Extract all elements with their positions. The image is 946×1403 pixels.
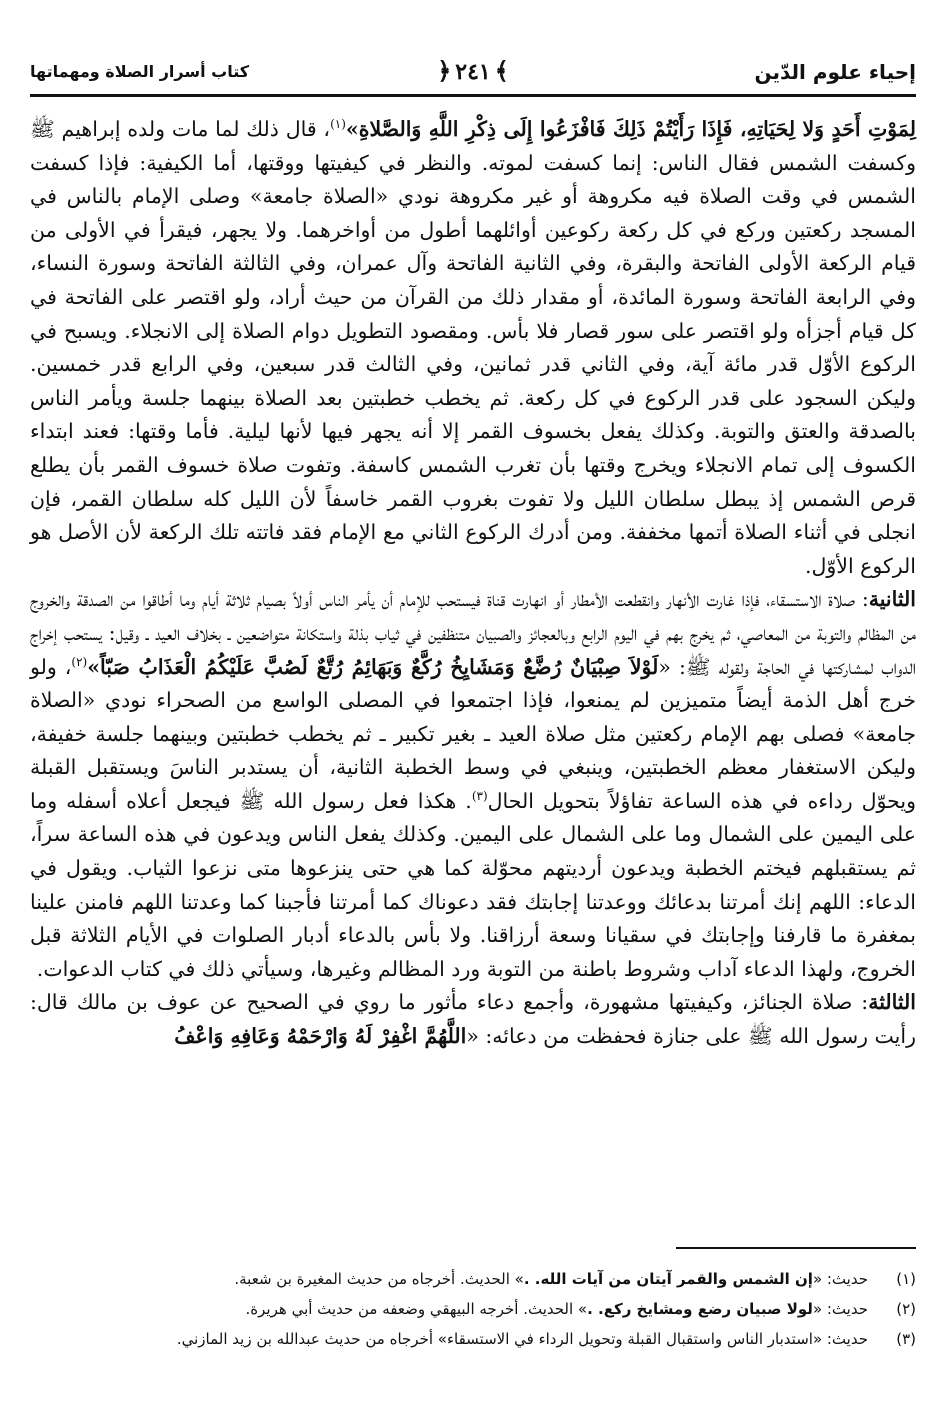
ornament-bracket-left-icon: ﴿: [437, 56, 452, 85]
footnote-prefix: حديث: «: [812, 1300, 868, 1318]
footnote-hadith: لولا صبيان رضع ومشايخ ركع. .: [587, 1300, 813, 1318]
footnote-item: [30, 1324, 916, 1354]
paragraph-text: : صلاة الجنائز، وكيفيتها مشهورة، وأجمع دعاء مأثور ما روي في الصحيح عن عوف بن مالك قال: رأيت رسول الله ﷺ على جنازة فحفظت من دعائه: «: [30, 990, 916, 1049]
hadith-quote: اللَّهُمَّ اغْفِرْ لَهُ وَارْحَمْهُ وَعَافِهِ وَاعْفُ: [174, 1024, 467, 1049]
footnote-source: » الحديث. أخرجاه من حديث المغيرة بن شعبة.: [234, 1270, 524, 1288]
footnote-text: [30, 1324, 868, 1354]
footnote-source: استدبار الناس واستقبال القبلة وتحويل الرداء في الاستسقاء» أخرجاه من حديث عبدالله بن زيد المازني.: [176, 1330, 813, 1348]
footnote-ref: (١): [330, 117, 346, 132]
section-heading: الثانية: [868, 587, 916, 612]
paragraph-text: . هكذا فعل رسول الله ﷺ فيجعل أعلاه أسفله وما على اليمين على الشمال وما على الشمال على اليمين. وكذلك يفعل الناس ويدعون في هذه الساعة سراً، ثم يستقبلهم فيختم الخطبة ويدعون أرديتهم محوّلة كما هي حتى ينزعوها متى نزعوا الثياب. ويقول في الدعاء: اللهم إنك أمرتنا بدعائك ووعدتنا إجابتك فقد دعوناك كما أمرتنا فأجبنا كما وعدتنا اللهم فامنن علينا بمغفرة ما قارفنا وإجابتك في سقيانا وسعة أرزاقنا. ولا بأس بالدعاء أدبار الصلوات في الأيام الثلاثة قبل الخروج، ولهذا الدعاء آداب وشروط باطنة من التوبة ورد المظالم وغيرها، وسيأتي ذلك في كتاب الدعوات.: [30, 788, 916, 981]
footnote-number: (٣): [896, 1330, 916, 1348]
footnote-prefix: حديث: «: [812, 1270, 868, 1288]
footnote-ref: (٢): [71, 654, 88, 669]
main-text: [30, 113, 916, 1054]
footnote-number: (٢): [896, 1300, 916, 1318]
footnote-item: [30, 1294, 916, 1324]
page-number: [433, 56, 513, 85]
footnotes: [30, 1264, 916, 1354]
footnote-hadith: إن الشمس والقمر آيتان من آيات الله. .: [523, 1270, 813, 1288]
footnote-divider: [676, 1247, 916, 1249]
paragraph-rain-prayer: [30, 583, 916, 986]
paragraph-funeral-prayer: [30, 986, 916, 1053]
hadith-quote: لِمَوْتِ أَحَدٍ وَلا لِحَيَاتِهِ، فَإِذَا رَأَيْتُمْ ذَلِكَ فَافْزَعُوا إِلَى ذِكْرِ اللَّهِ وَالصَّلاةِ»: [345, 117, 916, 141]
footnote-prefix: حديث: «: [812, 1330, 868, 1348]
book-title: إحياء علوم الدّين: [754, 60, 916, 84]
footnote-ref: (٣): [471, 789, 488, 804]
footnote-text: [30, 1294, 868, 1324]
paragraph-text: ، ولو خرج أهل الذمة أيضاً متميزين لم يمنعوا، فإذا اجتمعوا في المصلى الواسع من الصحراء نودي «الصلاة جامعة» فصلى بهم الإمام ركعتين مثل صلاة العيد ـ بغير تكبير ـ ثم يخطب خطبتين وبينهما جلسة خفيفة، وليكن الاستغفار معظم الخطبتين، وينبغي في وسط الخطبة الثانية، أن يستدبر الناسَ ويستقبل القبلة ويحوّل رداءه في هذه الساعة تفاؤلاً بتحويل الحال: [30, 654, 916, 813]
page-header: [30, 52, 916, 97]
ornament-bracket-right-icon: ﴾: [494, 56, 509, 85]
book-page: [30, 52, 916, 1348]
page-number-value: ٢٤١: [455, 59, 491, 85]
footnote-item: [30, 1264, 916, 1294]
footnote-number: (١): [896, 1270, 916, 1288]
paragraph-text: ، قال ذلك لما مات ولده إبراهيم ﷺ وكسفت الشمس فقال الناس: إنما كسفت لموته. والنظر في كيفيتها ووقتها، أما الكيفية: فإذا كسفت الشمس في وقت الصلاة فيه مكروهة أو غير مكروهة نودي «الصلاة جامعة» وصلى الإمام بالناس في المسجد ركعتين وركع في كل ركعة ركوعين أوائلهما أطول من أواخرهما. ولا يجهر، فيقرأ في الأولى من قيام الركعة الأولى الفاتحة والبقرة، وفي الثانية الفاتحة وآل عمران، وفي الثالثة الفاتحة وسورة النساء، وفي الرابعة الفاتحة وسورة المائدة، أو مقدار ذلك من القرآن من حيث أراد، ولو اقتصر على الفاتحة في كل قيام أجزأه ولو اقتصر على سور قصار فلا بأس. ومقصود التطويل دوام الصلاة إلى الانجلاء. ويسبح في الركوع الأوّل قدر مائة آية، وفي الثاني قدر ثمانين، وفي الثالث قدر سبعين، وفي الرابع قدر خمسين. وليكن السجود على قدر الركوع في كل ركعة. ثم يخطب خطبتين بعد الصلاة بينهما جلسة ويأمر الناس بالصدقة والعتق والتوبة. وكذلك يفعل بخسوف القمر إلا أنه يجهر فيها لأنها ليلية. فأما وقتها: فعند ابتداء الكسوف إلى تمام الانجلاء ويخرج وقتها بأن تغرب الشمس كاسفة. وتفوت صلاة خسوف القمر بأن يطلع قرص الشمس إذ يبطل سلطان الليل ولا تفوت بغروب القمر خاسفاً لأن الليل كله سلطان القمر، فإن انجلى في أثناء الصلاة أتمها مخففة. ومن أدرك الركوع الثاني مع الإمام فقد فاتته تلك الركعة لأن الأصل هو الركوع الأوّل.: [30, 117, 916, 578]
paragraph-text: : صلاة الاستسقاء، فإذا غارت الأنهار وانقطعت الأمطار أو انهارت قناة فيستحب للإمام أن يأمر الناس أولاً بصيام ثلاثة أيام وما أطاقوا من الصدقة والخروج من المظالم والتوبة من المعاصي، ثم يخرج بهم في اليوم الرابع وبالعجائز والصبيان متنظفين في ثياب بذلة واستكانة متواضعين ـ بخلاف العيد ـ وقيل: يستحب إخراج الدواب لمشاركتها في الحاجة ولقوله ﷺ: «: [30, 587, 916, 679]
hadith-quote: لَوْلاَ صِبْيَانٌ رُضَّعٌ وَمَشَايِخُ رُكَّعٌ وَبَهَائِمُ رُتَّعٌ لَصُبَّ عَلَيْكُمُ الْعَذَابُ صَبّاً»: [87, 654, 659, 679]
section-heading: الثالثة: [868, 990, 916, 1015]
chapter-title: كتاب أسرار الصلاة ومهماتها: [30, 62, 250, 81]
footnote-source: » الحديث. أخرجه البيهقي وضعفه من حديث أبي هريرة.: [245, 1300, 588, 1318]
paragraph-eclipse-prayer: [30, 113, 916, 583]
footnote-text: [30, 1264, 868, 1294]
